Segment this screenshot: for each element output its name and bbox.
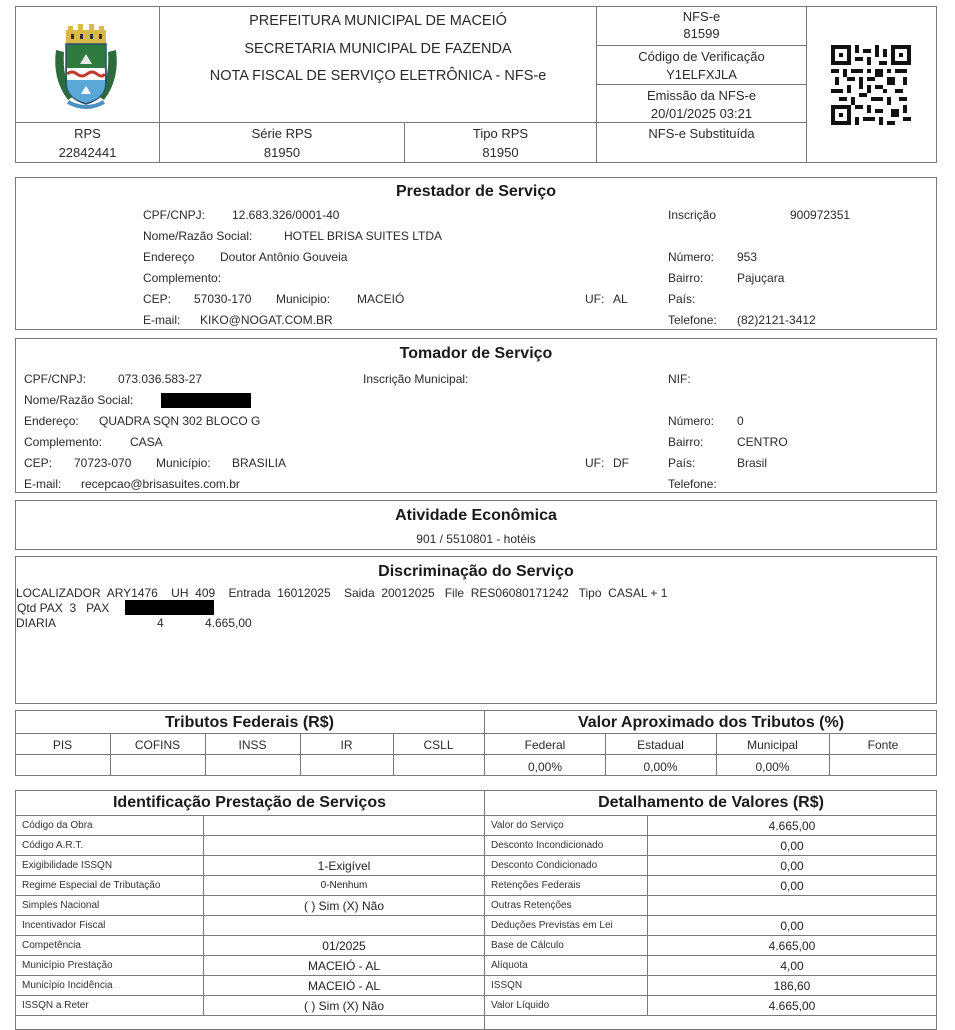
detalhamento-row bbox=[485, 876, 937, 896]
detalhamento-row-value: 186,60 bbox=[648, 976, 937, 996]
identificacao-row-value: 1-Exigível bbox=[204, 856, 485, 876]
prestador-inscricao-value: 900972351 bbox=[790, 208, 851, 222]
detalhamento-row bbox=[485, 936, 937, 956]
detalhamento-row-value: 0,00 bbox=[648, 876, 937, 896]
tomador-telefone-label: Telefone: bbox=[668, 477, 717, 491]
discriminacao-value: 4.665,00 bbox=[205, 616, 252, 630]
tipo-rps-label: Tipo RPS bbox=[472, 126, 529, 141]
identificacao-title: Identificação Prestação de Serviços bbox=[112, 794, 386, 811]
tomador-cep-label: CEP: bbox=[24, 456, 53, 470]
tributo-header-csll: CSLL bbox=[423, 738, 454, 752]
prestador-endereco-value: Doutor Antônio Gouveia bbox=[220, 250, 348, 264]
prestador-cpf-value: 12.683.326/0001-40 bbox=[232, 208, 340, 222]
emission-label: Emissão da NFS-e bbox=[646, 88, 757, 103]
identificacao-row-value: MACEIÓ - AL bbox=[204, 956, 485, 976]
valor-aproximado-title: Valor Aproximado dos Tributos (%) bbox=[577, 714, 845, 731]
tomador-email-label: E-mail: bbox=[24, 477, 62, 491]
identificacao-row-value: ( ) Sim (X) Não bbox=[204, 896, 485, 916]
prestador-complemento-label: Complemento: bbox=[143, 271, 222, 285]
identificacao-row bbox=[16, 836, 485, 856]
identificacao-row-label: Incentivador Fiscal bbox=[16, 916, 204, 936]
prestador-numero-value: 953 bbox=[737, 250, 758, 264]
aprox-header-federal: Federal bbox=[524, 738, 566, 752]
detalhamento-row bbox=[485, 856, 937, 876]
aprox-header-municipal: Municipal bbox=[747, 738, 798, 752]
prestador-uf-label: UF: bbox=[585, 292, 605, 306]
rps-label: RPS bbox=[74, 126, 101, 141]
tributo-header-inss: INSS bbox=[238, 738, 267, 752]
identificacao-row bbox=[16, 916, 485, 936]
identificacao-row-value bbox=[204, 816, 485, 836]
tomador-complemento-value: CASA bbox=[130, 435, 163, 449]
detalhamento-row-label: Desconto Incondicionado bbox=[485, 836, 648, 856]
discriminacao-line2: Qtd PAX 3 PAX bbox=[17, 601, 110, 615]
identificacao-row bbox=[16, 956, 485, 976]
identificacao-row-value: MACEIÓ - AL bbox=[204, 976, 485, 996]
prestador-telefone-value: (82)2121-3412 bbox=[737, 313, 816, 327]
tomador-inscricao-label: Inscrição Municipal: bbox=[363, 372, 469, 386]
detalhamento-row-label: Desconto Condicionado bbox=[485, 856, 648, 876]
prestador-pais-label: País: bbox=[668, 292, 696, 306]
nfse-label: NFS-e bbox=[682, 9, 721, 24]
aprox-header-fonte: Fonte bbox=[867, 738, 899, 752]
detalhamento-row-value: 4.665,00 bbox=[648, 816, 937, 836]
redacted-pax bbox=[125, 600, 214, 615]
detalhamento-row bbox=[485, 976, 937, 996]
aprox-value-municipal: 0,00% bbox=[755, 760, 790, 774]
redacted-name bbox=[161, 393, 251, 408]
identificacao-row-label: ISSQN a Reter bbox=[16, 996, 204, 1016]
tomador-uf-label: UF: bbox=[585, 456, 605, 470]
divider bbox=[15, 754, 937, 755]
detalhamento-row bbox=[485, 916, 937, 936]
prestador-numero-label: Número: bbox=[668, 250, 715, 264]
aprox-header-estadual: Estadual bbox=[637, 738, 684, 752]
identificacao-row bbox=[16, 816, 485, 836]
tomador-title: Tomador de Serviço bbox=[399, 345, 553, 362]
tributo-header-cofins: COFINS bbox=[134, 738, 181, 752]
identificacao-row-label: Município Prestação bbox=[16, 956, 204, 976]
tomador-municipio-label: Município: bbox=[156, 456, 211, 470]
divider bbox=[596, 84, 807, 85]
tomador-uf-value: DF bbox=[613, 456, 629, 470]
prestador-nome-label: Nome/Razão Social: bbox=[143, 229, 253, 243]
atividade-title: Atividade Econômica bbox=[395, 507, 557, 524]
prestador-title: Prestador de Serviço bbox=[395, 183, 557, 200]
prestador-telefone-label: Telefone: bbox=[668, 313, 717, 327]
qr-code-icon bbox=[831, 44, 911, 126]
prestador-endereco-label: Endereço bbox=[143, 250, 195, 264]
tomador-bairro-value: CENTRO bbox=[737, 435, 788, 449]
detalhamento-title: Detalhamento de Valores (R$) bbox=[598, 794, 824, 811]
tributo-header-ir: IR bbox=[340, 738, 353, 752]
identificacao-row-label: Competência bbox=[16, 936, 204, 956]
detalhamento-row-value: 4.665,00 bbox=[648, 996, 937, 1016]
atividade-value: 901 / 5510801 - hotéis bbox=[416, 532, 536, 546]
identificacao-row-value: 01/2025 bbox=[204, 936, 485, 956]
prestador-inscricao-label: Inscrição bbox=[668, 208, 717, 222]
prestador-bairro-value: Pajuçara bbox=[737, 271, 785, 285]
prestador-cep-value: 57030-170 bbox=[194, 292, 252, 306]
aprox-value-estadual: 0,00% bbox=[643, 760, 678, 774]
detalhamento-row-value bbox=[648, 896, 937, 916]
tomador-numero-value: 0 bbox=[737, 414, 744, 428]
tomador-nif-label: NIF: bbox=[668, 372, 691, 386]
divider bbox=[15, 122, 807, 123]
detalhamento-row-value: 0,00 bbox=[648, 916, 937, 936]
identificacao-row bbox=[16, 876, 485, 896]
maceio-coat-of-arms-icon bbox=[50, 24, 122, 110]
tomador-email-value: recepcao@brisasuites.com.br bbox=[81, 477, 240, 491]
prestador-bairro-label: Bairro: bbox=[668, 271, 704, 285]
detalhamento-row bbox=[485, 816, 937, 836]
detalhamento-row bbox=[485, 896, 937, 916]
discriminacao-line1: LOCALIZADOR ARY1476 UH 409 Entrada 16012025 Saida 20012025 File RES06080171242 Tipo CASAL + 1 bbox=[16, 586, 668, 600]
tomador-nome-label: Nome/Razão Social: bbox=[24, 393, 134, 407]
discriminacao-title: Discriminação do Serviço bbox=[378, 563, 574, 580]
detalhamento-row-value: 0,00 bbox=[648, 836, 937, 856]
identificacao-row-value bbox=[204, 836, 485, 856]
tomador-endereco-label: Endereço: bbox=[24, 414, 79, 428]
identificacao-row-label: Regime Especial de Tributação bbox=[16, 876, 204, 896]
identificacao-table bbox=[15, 815, 485, 1016]
detalhamento-row-label: Deduções Previstas em Lei bbox=[485, 916, 648, 936]
prestador-email-value: KIKO@NOGAT.COM.BR bbox=[200, 313, 333, 327]
identificacao-row bbox=[16, 996, 485, 1016]
aprox-value-federal: 0,00% bbox=[527, 760, 563, 774]
tomador-cpf-value: 073.036.583-27 bbox=[118, 372, 203, 386]
prestador-municipio-value: MACEIÓ bbox=[357, 292, 405, 306]
divider bbox=[596, 45, 807, 46]
tomador-numero-label: Número: bbox=[668, 414, 715, 428]
identificacao-row-value: 0-Nenhum bbox=[204, 876, 485, 896]
tomador-complemento-label: Complemento: bbox=[24, 435, 103, 449]
identificacao-row-label: Município Incidência bbox=[16, 976, 204, 996]
verification-code-label: Código de Verificação bbox=[638, 49, 765, 64]
prestador-nome-value: HOTEL BRISA SUITES LTDA bbox=[284, 229, 443, 243]
prestador-uf-value: AL bbox=[613, 292, 628, 306]
detalhamento-row-value: 4.665,00 bbox=[648, 936, 937, 956]
header-secretaria: SECRETARIA MUNICIPAL DE FAZENDA bbox=[244, 41, 512, 57]
tributo-header-pis: PIS bbox=[52, 738, 73, 752]
discriminacao-qty: 4 bbox=[157, 616, 164, 630]
prestador-cep-label: CEP: bbox=[143, 292, 172, 306]
detalhamento-row-label: ISSQN bbox=[485, 976, 648, 996]
prestador-cpf-label: CPF/CNPJ: bbox=[143, 208, 206, 222]
detalhamento-row bbox=[485, 996, 937, 1016]
identificacao-row-label: Código A.R.T. bbox=[16, 836, 204, 856]
identificacao-row-value bbox=[204, 916, 485, 936]
tomador-pais-label: País: bbox=[668, 456, 696, 470]
emission-datetime: 20/01/2025 03:21 bbox=[650, 106, 753, 121]
serie-rps-value: 81950 bbox=[263, 145, 301, 160]
prestador-email-label: E-mail: bbox=[143, 313, 181, 327]
divider bbox=[15, 733, 937, 734]
identificacao-row bbox=[16, 936, 485, 956]
identificacao-row-label: Exigibilidade ISSQN bbox=[16, 856, 204, 876]
tipo-rps-value: 81950 bbox=[482, 145, 519, 160]
tomador-endereco-value: QUADRA SQN 302 BLOCO G bbox=[99, 414, 261, 428]
detalhamento-row-label: Outras Retenções bbox=[485, 896, 648, 916]
identificacao-row bbox=[16, 856, 485, 876]
tomador-pais-value: Brasil bbox=[737, 456, 768, 470]
serie-rps-label: Série RPS bbox=[251, 126, 313, 141]
tributos-federais-title: Tributos Federais (R$) bbox=[165, 714, 334, 731]
identificacao-row-value: ( ) Sim (X) Não bbox=[204, 996, 485, 1016]
tomador-cep-value: 70723-070 bbox=[74, 456, 132, 470]
detalhamento-row-label: Base de Cálculo bbox=[485, 936, 648, 956]
tomador-municipio-value: BRASILIA bbox=[232, 456, 287, 470]
tomador-cpf-label: CPF/CNPJ: bbox=[24, 372, 87, 386]
detalhamento-row-label: Valor Líquido bbox=[485, 996, 648, 1016]
verification-code: Y1ELFXJLA bbox=[666, 67, 737, 82]
nfse-number: 81599 bbox=[683, 26, 720, 41]
identificacao-row bbox=[16, 976, 485, 996]
detalhamento-row bbox=[485, 836, 937, 856]
header-nfse-title: NOTA FISCAL DE SERVIÇO ELETRÔNICA - NFS-e bbox=[209, 68, 547, 84]
detalhamento-table bbox=[484, 815, 937, 1016]
detalhamento-row-value: 4,00 bbox=[648, 956, 937, 976]
rps-value: 22842441 bbox=[58, 145, 117, 160]
detalhamento-row-value: 0,00 bbox=[648, 856, 937, 876]
detalhamento-row-label: Retenções Federais bbox=[485, 876, 648, 896]
prestador-municipio-label: Municipio: bbox=[276, 292, 331, 306]
discriminacao-item: DIARIA bbox=[16, 616, 57, 630]
header-prefeitura: PREFEITURA MUNICIPAL DE MACEIÓ bbox=[249, 13, 507, 29]
identificacao-row bbox=[16, 896, 485, 916]
detalhamento-row-label: Valor do Serviço bbox=[485, 816, 648, 836]
identificacao-row-label: Simples Nacional bbox=[16, 896, 204, 916]
identificacao-row-label: Código da Obra bbox=[16, 816, 204, 836]
detalhamento-row bbox=[485, 956, 937, 976]
nfse-substituida-label: NFS-e Substituída bbox=[648, 126, 755, 141]
detalhamento-row-label: Alíquota bbox=[485, 956, 648, 976]
tomador-bairro-label: Bairro: bbox=[668, 435, 704, 449]
